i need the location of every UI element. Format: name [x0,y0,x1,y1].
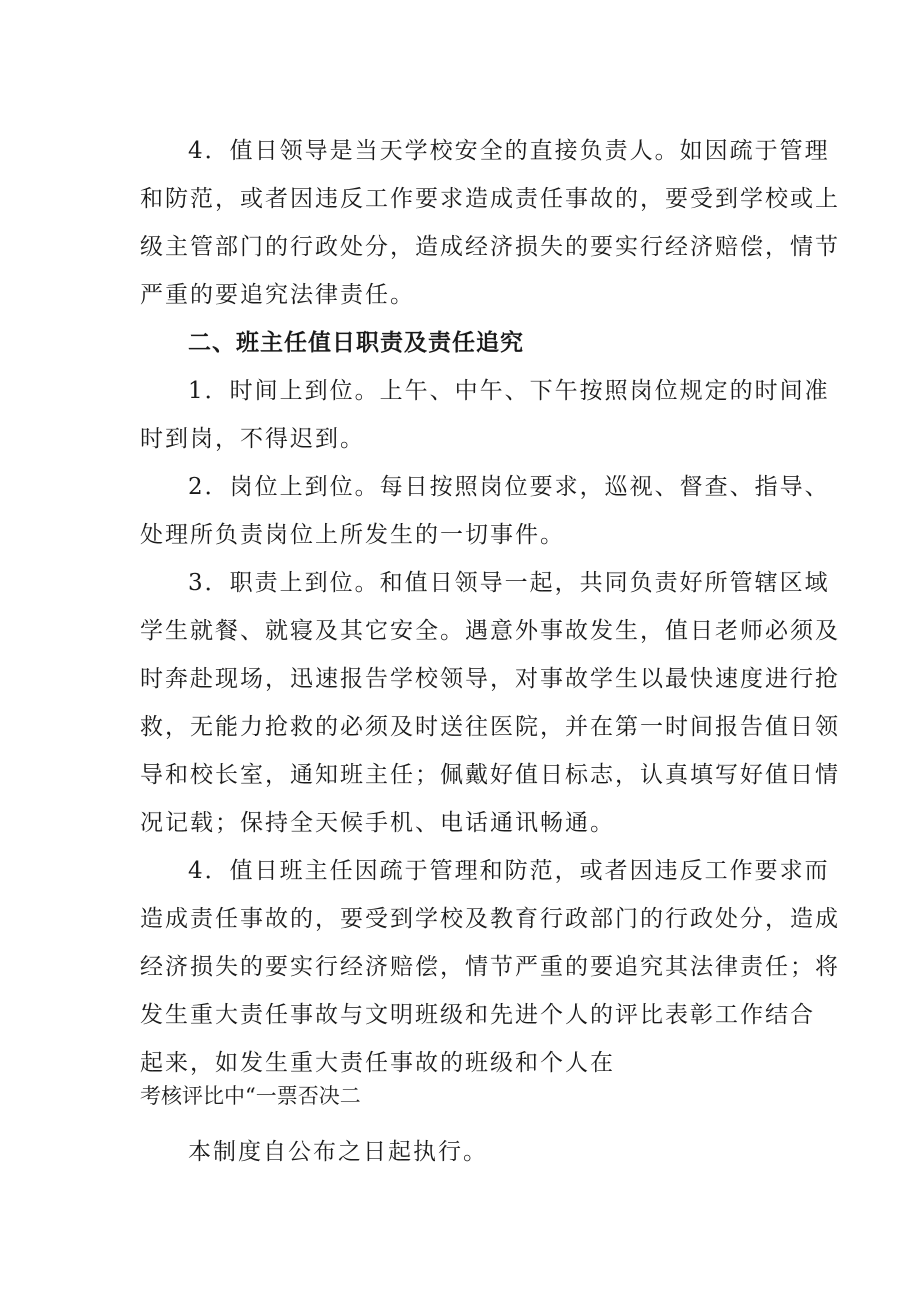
item2-line-2: 处理所负责岗位上所发生的一切事件。 [140,522,565,548]
item4-line-2: 造成责任事故的，要受到学校及教育行政部门的行政处分，造成 [140,906,840,932]
para4-leader-line-4: 严重的要追究法律责任。 [140,282,415,308]
item3-line-3: 时奔赴现场，迅速报告学校领导，对事故学生以最快速度进行抢 [140,666,840,692]
item3-line-1: 3．职责上到位。和值日领导一起，共同负责好所管辖区域 [188,570,830,596]
item4-line-3: 经济损失的要实行经济赔偿，情节严重的要追究其法律责任；将 [140,954,840,980]
item1-line-2: 时到岗，不得迟到。 [140,426,365,452]
item3-line-4: 救，无能力抢救的必须及时送往医院，并在第一时间报告值日领 [140,714,840,740]
item3-line-5: 导和校长室，通知班主任；佩戴好值日标志，认真填写好值日情 [140,762,840,788]
item4-line-5: 起来，如发生重大责任事故的班级和个人在 [140,1050,615,1076]
item3-line-2: 学生就餐、就寝及其它安全。遇意外事故发生，值日老师必须及 [140,618,840,644]
closing-statement: 本制度自公布之日起执行。 [188,1139,488,1165]
item4-line-1: 4．值日班主任因疏于管理和防范，或者因违反工作要求而 [188,858,830,884]
para4-leader-line-2: 和防范，或者因违反工作要求造成责任事故的，要受到学校或上 [140,186,840,212]
item1-line-1: 1．时间上到位。上午、中午、下午按照岗位规定的时间准 [188,378,830,404]
section2-heading: 二、班主任值日职责及责任追究 [188,330,524,356]
item3-line-6: 况记载；保持全天候手机、电话通讯畅通。 [140,810,615,836]
item4-line-6: 考核评比中“一票否决二 [140,1084,361,1108]
para4-leader-line-3: 级主管部门的行政处分，造成经济损失的要实行经济赔偿，情节 [140,234,840,260]
item2-line-1: 2．岗位上到位。每日按照岗位要求，巡视、督查、指导、 [188,474,830,500]
item4-line-4: 发生重大责任事故与文明班级和先进个人的评比表彰工作结合 [140,1002,815,1028]
para4-leader-line-1: 4．值日领导是当天学校安全的直接负责人。如因疏于管理 [188,138,830,164]
